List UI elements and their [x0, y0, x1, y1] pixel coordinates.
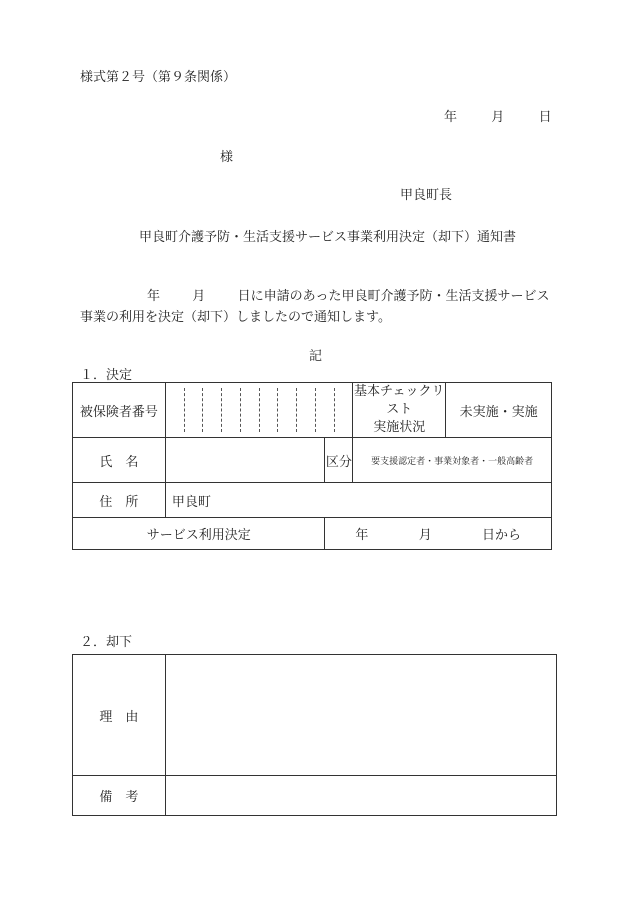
digit-box[interactable]: [277, 388, 296, 432]
remarks-field[interactable]: [165, 776, 556, 816]
digit-box[interactable]: [184, 388, 203, 432]
digit-box[interactable]: [202, 388, 221, 432]
body-line1-rest: 日に申請のあった甲良町介護予防・生活支援サービス: [237, 289, 550, 304]
service-year: 年: [355, 528, 369, 543]
body-line-1: [147, 285, 549, 304]
category-options[interactable]: 要支援認定者・事業対象者・一般高齢者: [353, 438, 552, 483]
body-year: 年: [147, 289, 161, 304]
rejection-table: [72, 654, 557, 816]
body-line-2: 事業の利用を決定（却下）しましたので通知します。: [80, 310, 391, 325]
reason-field[interactable]: [165, 655, 556, 776]
address-label: 住 所: [73, 483, 166, 518]
checklist-label-line1: 基本チェックリスト: [353, 384, 445, 417]
digit-box[interactable]: [334, 388, 353, 432]
section2-heading: ２．却下: [80, 635, 133, 650]
ki-mark: 記: [309, 349, 323, 364]
service-from: 日から: [481, 528, 521, 543]
checklist-label-line2: 実施状況: [373, 420, 426, 435]
digit-box[interactable]: [259, 388, 278, 432]
date-month: 月: [491, 110, 505, 125]
checklist-label: [353, 383, 446, 438]
digit-box[interactable]: [221, 388, 240, 432]
insured-number-label: 被保険者番号: [73, 383, 166, 438]
address-field[interactable]: 甲良町: [165, 483, 551, 518]
section1-heading: １．決定: [80, 368, 133, 383]
service-start-date[interactable]: [325, 518, 552, 550]
digit-box[interactable]: [296, 388, 315, 432]
service-month: 月: [418, 528, 432, 543]
name-field[interactable]: [165, 438, 325, 483]
date-year: 年: [444, 110, 458, 125]
addressee-suffix: 様: [220, 150, 234, 165]
issuer: 甲良町長: [400, 188, 453, 203]
reason-label: 理 由: [73, 655, 166, 776]
decision-table: [72, 382, 552, 550]
form-number: 様式第２号（第９条関係）: [80, 70, 237, 85]
remarks-label: 備 考: [73, 776, 166, 816]
checklist-value[interactable]: 未実施・実施: [446, 383, 552, 438]
document-title: 甲良町介護予防・生活支援サービス事業利用決定（却下）通知書: [139, 230, 517, 245]
digit-box[interactable]: [315, 388, 334, 432]
category-label: 区分: [325, 438, 353, 483]
date-day: 日: [538, 110, 552, 125]
date-line: [444, 106, 552, 125]
body-month: 月: [192, 289, 206, 304]
digit-box[interactable]: [240, 388, 259, 432]
digit-box[interactable]: [166, 388, 184, 432]
name-label: 氏 名: [73, 438, 166, 483]
insured-number-field[interactable]: [165, 383, 353, 438]
service-decision-label: サービス利用決定: [73, 518, 325, 550]
